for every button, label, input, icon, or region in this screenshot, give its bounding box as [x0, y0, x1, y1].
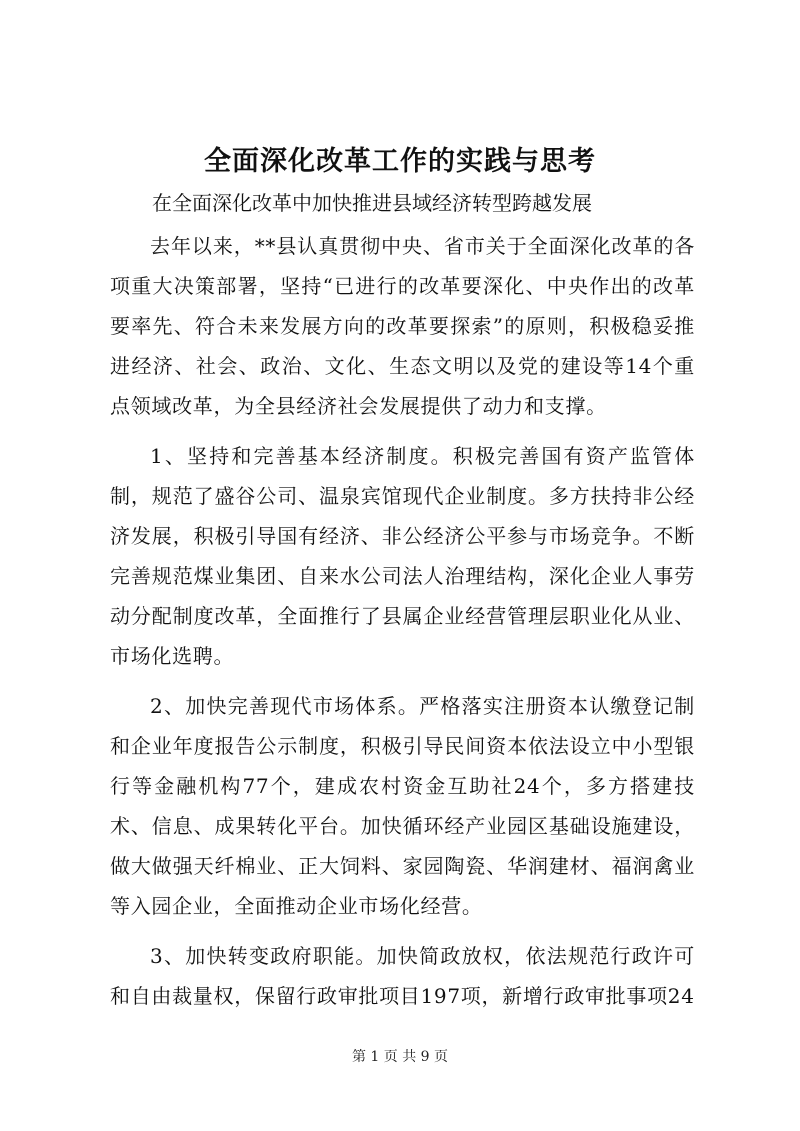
- paragraph-1: 1、坚持和完善基本经济制度。积极完善国有资产监管体制，规范了盛谷公司、温泉宾馆现代企业制度。多方扶持非公经济发展，积极引导国有经济、非公经济公平参与市场竞争。不断完善规范煤业集团、自来水公司法人治理结构，深化企业人事劳动分配制度改革，全面推行了县属企业经营管理层职业化从业、市场化选聘。: [110, 444, 695, 668]
- document-body: [110, 226, 695, 1026]
- document-title: 全面深化改革工作的实践与思考: [204, 146, 596, 177]
- page-footer: 第 1 页 共 9 页: [351, 1049, 449, 1065]
- paragraph-2: 2、加快完善现代市场体系。严格落实注册资本认缴登记制和企业年度报告公示制度，积极引导民间资本依法设立中小型银行等金融机构77个，建成农村资金互助社24个，多方搭建技术、信息、成果转化平台。加快循环经产业园区基础设施建设，做大做强天纤棉业、正大饲料、家园陶瓷、华润建材、福润禽业等入园企业，全面推动企业市场化经营。: [110, 694, 695, 918]
- paragraph-intro: 去年以来，**县认真贯彻中央、省市关于全面深化改革的各项重大决策部署，坚持“已进行的改革要深化、中央作出的改革要率先、符合未来发展方向的改革要探索”的原则，积极稳妥推进经济、社会、政治、文化、生态文明以及党的建设等14个重点领域改革，为全县经济社会发展提供了动力和支撑。: [110, 234, 695, 418]
- document-subtitle: 在全面深化改革中加快推进县域经济转型跨越发展: [152, 191, 592, 215]
- paragraph-3: 3、加快转变政府职能。加快简政放权，依法规范行政许可和自由裁量权，保留行政审批项目197项，新增行政审批事项24: [110, 944, 695, 1008]
